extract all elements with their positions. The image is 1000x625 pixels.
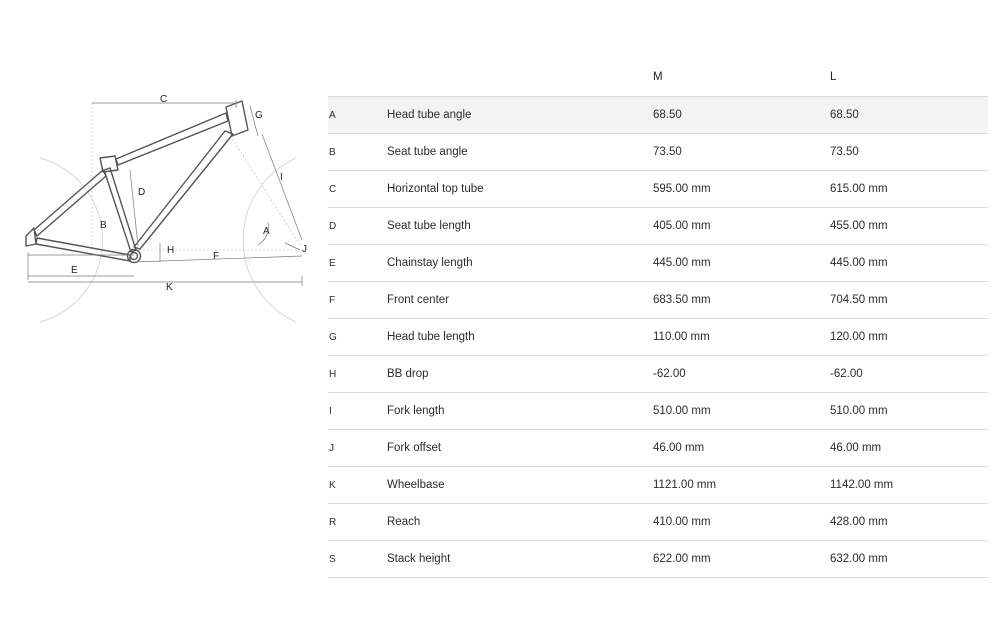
label-c: C xyxy=(160,94,168,105)
row-value-m: 1121.00 mm xyxy=(652,467,829,504)
row-code: S xyxy=(328,541,386,578)
column-header-name xyxy=(386,58,652,97)
frame-geometry-diagram xyxy=(0,0,320,340)
row-code: R xyxy=(328,504,386,541)
row-value-m: 595.00 mm xyxy=(652,171,829,208)
row-value-m: 405.00 mm xyxy=(652,208,829,245)
row-name: Fork offset xyxy=(386,430,652,467)
geometry-table xyxy=(328,58,988,578)
column-header-code xyxy=(328,58,386,97)
row-name: Horizontal top tube xyxy=(386,171,652,208)
table-row xyxy=(328,245,988,282)
row-name: Seat tube length xyxy=(386,208,652,245)
label-a: A xyxy=(263,226,270,237)
table-row xyxy=(328,171,988,208)
row-value-l: 46.00 mm xyxy=(829,430,988,467)
table-row xyxy=(328,319,988,356)
row-value-m: 46.00 mm xyxy=(652,430,829,467)
row-name: Chainstay length xyxy=(386,245,652,282)
row-code: E xyxy=(328,245,386,282)
row-name: Stack height xyxy=(386,541,652,578)
table-row xyxy=(328,430,988,467)
label-k: K xyxy=(166,282,173,293)
row-name: Reach xyxy=(386,504,652,541)
table-header-row xyxy=(328,58,988,97)
row-value-l: 120.00 mm xyxy=(829,319,988,356)
row-value-m: 73.50 xyxy=(652,134,829,171)
label-i: I xyxy=(280,172,283,183)
row-value-l: 428.00 mm xyxy=(829,504,988,541)
row-value-m: 110.00 mm xyxy=(652,319,829,356)
row-value-m: 445.00 mm xyxy=(652,245,829,282)
table-row xyxy=(328,97,988,134)
row-code: J xyxy=(328,430,386,467)
table-row xyxy=(328,208,988,245)
dimension-lines xyxy=(28,100,302,286)
label-f: F xyxy=(213,251,220,262)
row-value-m: 68.50 xyxy=(652,97,829,134)
column-header-size-m: M xyxy=(653,71,663,83)
row-value-l: 73.50 xyxy=(829,134,988,171)
label-b: B xyxy=(100,220,107,231)
row-value-l: 445.00 mm xyxy=(829,245,988,282)
row-code: F xyxy=(328,282,386,319)
row-code: I xyxy=(328,393,386,430)
row-code: A xyxy=(328,97,386,134)
row-code: K xyxy=(328,467,386,504)
row-value-l: 455.00 mm xyxy=(829,208,988,245)
row-value-m: 510.00 mm xyxy=(652,393,829,430)
table-row xyxy=(328,504,988,541)
row-value-m: -62.00 xyxy=(652,356,829,393)
row-value-l: 615.00 mm xyxy=(829,171,988,208)
row-value-m: 410.00 mm xyxy=(652,504,829,541)
row-value-l: 510.00 mm xyxy=(829,393,988,430)
row-name: Fork length xyxy=(386,393,652,430)
table-row xyxy=(328,541,988,578)
row-value-m: 622.00 mm xyxy=(652,541,829,578)
table-row xyxy=(328,467,988,504)
front-wheel-outline xyxy=(243,158,296,322)
row-code: C xyxy=(328,171,386,208)
table-row xyxy=(328,393,988,430)
row-name: Seat tube angle xyxy=(386,134,652,171)
table-row xyxy=(328,282,988,319)
row-value-m: 683.50 mm xyxy=(652,282,829,319)
label-h: H xyxy=(167,245,175,256)
row-value-l: 68.50 xyxy=(829,97,988,134)
row-name: Head tube angle xyxy=(386,97,652,134)
label-j: J xyxy=(302,244,307,255)
table-row xyxy=(328,134,988,171)
row-code: G xyxy=(328,319,386,356)
row-value-l: 632.00 mm xyxy=(829,541,988,578)
label-g: G xyxy=(255,110,263,121)
row-value-l: -62.00 xyxy=(829,356,988,393)
row-name: Head tube length xyxy=(386,319,652,356)
row-code: B xyxy=(328,134,386,171)
column-header-size-l: L xyxy=(830,71,837,83)
row-code: D xyxy=(328,208,386,245)
row-code: H xyxy=(328,356,386,393)
row-name: Wheelbase xyxy=(386,467,652,504)
row-value-l: 1142.00 mm xyxy=(829,467,988,504)
table-row xyxy=(328,356,988,393)
row-name: Front center xyxy=(386,282,652,319)
row-name: BB drop xyxy=(386,356,652,393)
label-d: D xyxy=(138,187,146,198)
label-e: E xyxy=(71,265,78,276)
row-value-l: 704.50 mm xyxy=(829,282,988,319)
